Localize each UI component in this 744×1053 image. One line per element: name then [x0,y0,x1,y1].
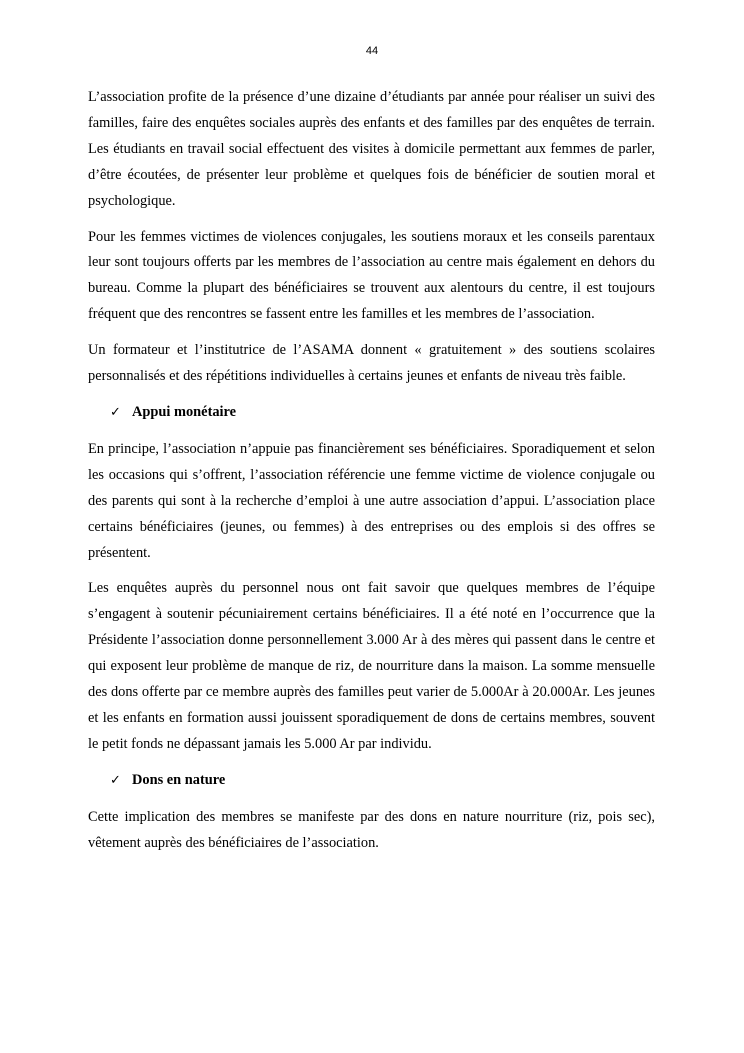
paragraph-student-follow-up: L’association profite de la présence d’une dizaine d’étudiants par année pour réaliser un suivi des familles, faire des enquêtes sociales auprès des enfants et des familles par des enquêtes de terrain. Les étudiants en travail social effectuent des visites à domicile permettant aux femmes de parler, d’être écoutées, de présenter leur problème et quelques fois de bénéficier de soutien moral et psychologique. [88,89,655,209]
document-body [88,85,655,866]
section-heading-appui-monetaire [88,400,655,426]
paragraph-in-kind-donations: Cette implication des membres se manifeste par des dons en nature nourriture (riz, pois sec), vêtement auprès des bénéficiaires de l’association. [88,808,655,851]
page-number: 44 [365,45,379,57]
checkmark-icon: ✓ [110,772,121,788]
paragraph-school-support: Un formateur et l’institutrice de l’ASAMA donnent « gratuitement » des soutiens scolaires personnalisés et des répétitions individuelles à certains jeunes et enfants de niveau très faible. [88,342,655,385]
section-heading-label: Appui monétaire [132,403,237,420]
section-heading-dons-en-nature [88,768,655,794]
section-heading-label: Dons en nature [132,771,226,788]
paragraph-staff-donations: Les enquêtes auprès du personnel nous ont fait savoir que quelques membres de l’équipe s’engagent à soutenir pécuniairement certains bénéficiaires. Il a été noté en l’occurrence que la Présidente l’association donne personnellement 3.000 Ar à des mères qui passent dans le centre et qui exposent leur problème de manque de riz, de nourriture dans la maison. La somme mensuelle des dons offerte par ce membre auprès des familles peut varier de 5.000Ar à 20.000Ar. Les jeunes et les enfants en formation aussi jouissent sporadiquement de dons de certains membres, souvent le petit fonds ne dépassant jamais les 5.000 Ar par individu. [88,580,655,752]
paragraph-women-victims-support: Pour les femmes victimes de violences conjugales, les soutiens moraux et les conseils parentaux leur sont toujours offerts par les membres de l’association au centre mais également en dehors du bureau. Comme la plupart des bénéficiaires se trouvent aux alentours du centre, il est toujours fréquent que des rencontres se fassent entre les familles et les membres de l’association. [88,228,655,323]
checkmark-icon: ✓ [110,404,121,420]
paragraph-financial-support: En principe, l’association n’appuie pas financièrement ses bénéficiaires. Sporadiquement et selon les occasions qui s’offrent, l’association référencie une femme victime de violence conjugale ou des parents qui sont à la recherche d’emploi à une autre association d’appui. L’association place certains bénéficiaires (jeunes, ou femmes) à des entreprises ou des emplois si des offres se présentent. [88,440,655,561]
